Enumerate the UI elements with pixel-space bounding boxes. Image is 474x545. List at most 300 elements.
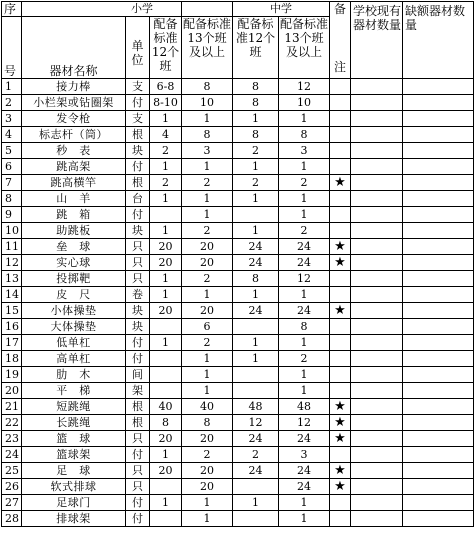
table-row [2, 223, 474, 239]
existing-count [351, 383, 403, 399]
shortage-count [403, 319, 474, 335]
table-row [2, 431, 474, 447]
shortage-count [403, 495, 474, 511]
remark-star [330, 511, 351, 527]
row-number: 8 [2, 191, 22, 207]
middle-std-13: 1 [279, 383, 330, 399]
equipment-name: 实心球 [22, 255, 126, 271]
remark-star [330, 191, 351, 207]
unit: 付 [126, 335, 150, 351]
unit: 支 [126, 111, 150, 127]
row-number: 20 [2, 383, 22, 399]
unit: 块 [126, 143, 150, 159]
header-remark [330, 2, 351, 79]
existing-count [351, 495, 403, 511]
primary-std-13: 2 [182, 223, 233, 239]
shortage-count [403, 383, 474, 399]
unit: 付 [126, 495, 150, 511]
existing-count [351, 447, 403, 463]
equipment-name: 跳 箱 [22, 207, 126, 223]
row-number: 4 [2, 127, 22, 143]
remark-star: ★ [330, 303, 351, 319]
shortage-count [403, 431, 474, 447]
middle-std-13: 12 [279, 79, 330, 95]
middle-std-12 [233, 319, 279, 335]
header-middle: 中学 [233, 2, 330, 17]
primary-std-13: 40 [182, 399, 233, 415]
remark-star: ★ [330, 431, 351, 447]
row-number: 17 [2, 335, 22, 351]
row-number: 6 [2, 159, 22, 175]
row-number: 26 [2, 479, 22, 495]
equipment-name: 发令枪 [22, 111, 126, 127]
primary-std-12: 2 [150, 175, 182, 191]
shortage-count [403, 335, 474, 351]
equipment-name: 跳高横竿 [22, 175, 126, 191]
table-row [2, 463, 474, 479]
primary-std-12: 20 [150, 239, 182, 255]
middle-std-13: 3 [279, 143, 330, 159]
primary-std-13: 2 [182, 447, 233, 463]
row-number: 18 [2, 351, 22, 367]
middle-std-12: 48 [233, 399, 279, 415]
table-row [2, 335, 474, 351]
middle-std-13: 12 [279, 415, 330, 431]
shortage-count [403, 399, 474, 415]
shortage-count [403, 367, 474, 383]
middle-std-12: 1 [233, 495, 279, 511]
table-row [2, 511, 474, 527]
primary-std-13: 8 [182, 127, 233, 143]
shortage-count [403, 79, 474, 95]
shortage-count [403, 447, 474, 463]
remark-star: ★ [330, 239, 351, 255]
primary-std-12: 8 [150, 415, 182, 431]
primary-std-13: 6 [182, 319, 233, 335]
unit: 间 [126, 367, 150, 383]
primary-std-12: 40 [150, 399, 182, 415]
primary-std-12: 1 [150, 335, 182, 351]
middle-std-12: 1 [233, 111, 279, 127]
remark-star [330, 271, 351, 287]
shortage-count [403, 191, 474, 207]
middle-std-12: 1 [233, 223, 279, 239]
equipment-name: 山 羊 [22, 191, 126, 207]
row-number: 21 [2, 399, 22, 415]
existing-count [351, 271, 403, 287]
primary-std-13: 20 [182, 303, 233, 319]
primary-std-13: 1 [182, 159, 233, 175]
shortage-count [403, 95, 474, 111]
middle-std-12: 1 [233, 287, 279, 303]
existing-count [351, 351, 403, 367]
unit: 根 [126, 175, 150, 191]
header-name: 器材名称 [22, 17, 126, 79]
table-row [2, 383, 474, 399]
middle-std-12: 8 [233, 271, 279, 287]
existing-count [351, 175, 403, 191]
remark-star [330, 319, 351, 335]
header-primary-std-12: 配备标准12个班 [150, 17, 182, 79]
shortage-count [403, 159, 474, 175]
row-number: 5 [2, 143, 22, 159]
table-row [2, 111, 474, 127]
remark-star: ★ [330, 479, 351, 495]
primary-std-12: 1 [150, 191, 182, 207]
existing-count [351, 479, 403, 495]
shortage-count [403, 175, 474, 191]
primary-std-13: 1 [182, 111, 233, 127]
primary-std-12 [150, 367, 182, 383]
unit: 只 [126, 431, 150, 447]
equipment-name: 大体操垫 [22, 319, 126, 335]
middle-std-13: 24 [279, 303, 330, 319]
middle-std-12: 1 [233, 191, 279, 207]
primary-std-12: 1 [150, 287, 182, 303]
row-number: 19 [2, 367, 22, 383]
remark-star: ★ [330, 415, 351, 431]
header-primary-std-13: 配备标准13个班及以上 [182, 17, 233, 79]
primary-std-13: 3 [182, 143, 233, 159]
existing-count [351, 399, 403, 415]
existing-count [351, 511, 403, 527]
middle-std-12: 24 [233, 463, 279, 479]
remark-star: ★ [330, 463, 351, 479]
primary-std-12: 20 [150, 303, 182, 319]
equipment-name: 秒 表 [22, 143, 126, 159]
existing-count [351, 367, 403, 383]
row-number: 11 [2, 239, 22, 255]
table-row [2, 415, 474, 431]
remark-star [330, 383, 351, 399]
equipment-name: 高单杠 [22, 351, 126, 367]
middle-std-13: 8 [279, 127, 330, 143]
middle-std-12 [233, 479, 279, 495]
middle-std-13: 8 [279, 319, 330, 335]
header-shortage: 缺额器材数量 [403, 2, 474, 79]
table-row [2, 95, 474, 111]
existing-count [351, 79, 403, 95]
row-number: 27 [2, 495, 22, 511]
table-row [2, 479, 474, 495]
remark-star: ★ [330, 399, 351, 415]
equipment-name: 排球架 [22, 511, 126, 527]
header-middle-std-12: 配备标准12个班 [233, 17, 279, 79]
row-number: 16 [2, 319, 22, 335]
remark-star [330, 335, 351, 351]
middle-std-13: 3 [279, 447, 330, 463]
header-remark-bottom: 注 [333, 60, 346, 74]
unit: 支 [126, 79, 150, 95]
equipment-name: 肋 木 [22, 367, 126, 383]
unit: 块 [126, 319, 150, 335]
unit: 付 [126, 95, 150, 111]
equipment-name: 垒 球 [22, 239, 126, 255]
primary-std-12: 8-10 [150, 95, 182, 111]
primary-std-13: 20 [182, 239, 233, 255]
existing-count [351, 303, 403, 319]
unit: 付 [126, 159, 150, 175]
primary-std-12: 2 [150, 143, 182, 159]
middle-std-13: 1 [279, 287, 330, 303]
table-row [2, 159, 474, 175]
row-number: 24 [2, 447, 22, 463]
middle-std-13: 1 [279, 111, 330, 127]
unit: 只 [126, 239, 150, 255]
middle-std-13: 10 [279, 95, 330, 111]
primary-std-13: 20 [182, 463, 233, 479]
shortage-count [403, 111, 474, 127]
primary-std-13: 1 [182, 191, 233, 207]
row-number: 3 [2, 111, 22, 127]
primary-std-13: 2 [182, 271, 233, 287]
existing-count [351, 95, 403, 111]
row-number: 2 [2, 95, 22, 111]
shortage-count [403, 271, 474, 287]
unit: 付 [126, 447, 150, 463]
existing-count [351, 239, 403, 255]
primary-std-13: 1 [182, 383, 233, 399]
remark-star [330, 143, 351, 159]
existing-count [351, 191, 403, 207]
primary-std-12: 1 [150, 111, 182, 127]
equipment-name: 接力棒 [22, 79, 126, 95]
middle-std-13: 24 [279, 239, 330, 255]
table-row [2, 239, 474, 255]
header-primary: 小学 [22, 2, 182, 17]
existing-count [351, 431, 403, 447]
middle-std-12: 12 [233, 415, 279, 431]
primary-std-13: 1 [182, 495, 233, 511]
table-row [2, 319, 474, 335]
primary-std-12: 20 [150, 463, 182, 479]
shortage-count [403, 463, 474, 479]
header-seq-top: 序 [2, 2, 22, 17]
unit: 只 [126, 255, 150, 271]
table-row [2, 143, 474, 159]
existing-count [351, 255, 403, 271]
middle-std-12: 24 [233, 431, 279, 447]
table-row [2, 367, 474, 383]
middle-std-12: 2 [233, 447, 279, 463]
existing-count [351, 127, 403, 143]
middle-std-12 [233, 207, 279, 223]
table-row [2, 127, 474, 143]
middle-std-13: 24 [279, 463, 330, 479]
row-number: 28 [2, 511, 22, 527]
remark-star [330, 207, 351, 223]
primary-std-12: 1 [150, 271, 182, 287]
middle-std-12: 24 [233, 239, 279, 255]
middle-std-12 [233, 367, 279, 383]
remark-star: ★ [330, 175, 351, 191]
shortage-count [403, 255, 474, 271]
middle-std-13: 48 [279, 399, 330, 415]
unit: 根 [126, 127, 150, 143]
table-row [2, 447, 474, 463]
primary-std-12: 1 [150, 447, 182, 463]
equipment-name: 皮 尺 [22, 287, 126, 303]
middle-std-13: 24 [279, 431, 330, 447]
middle-std-13: 1 [279, 207, 330, 223]
shortage-count [403, 239, 474, 255]
primary-std-12: 1 [150, 495, 182, 511]
remark-star [330, 159, 351, 175]
primary-std-13: 1 [182, 367, 233, 383]
header-seq-bottom: 号 [2, 17, 22, 79]
unit: 块 [126, 223, 150, 239]
remark-star [330, 223, 351, 239]
middle-std-13: 12 [279, 271, 330, 287]
existing-count [351, 463, 403, 479]
shortage-count [403, 415, 474, 431]
unit: 付 [126, 351, 150, 367]
primary-std-12: 1 [150, 223, 182, 239]
middle-std-13: 24 [279, 255, 330, 271]
middle-std-13: 2 [279, 223, 330, 239]
primary-std-13: 1 [182, 287, 233, 303]
existing-count [351, 207, 403, 223]
primary-std-12 [150, 207, 182, 223]
equipment-name: 足球门 [22, 495, 126, 511]
primary-std-13: 8 [182, 415, 233, 431]
shortage-count [403, 479, 474, 495]
shortage-count [403, 511, 474, 527]
primary-std-12 [150, 479, 182, 495]
primary-std-13: 20 [182, 431, 233, 447]
row-number: 25 [2, 463, 22, 479]
middle-std-13: 2 [279, 175, 330, 191]
equipment-name: 小体操垫 [22, 303, 126, 319]
remark-star [330, 111, 351, 127]
primary-std-12 [150, 351, 182, 367]
middle-std-13: 24 [279, 479, 330, 495]
primary-std-12: 20 [150, 431, 182, 447]
existing-count [351, 143, 403, 159]
equipment-name: 篮 球 [22, 431, 126, 447]
existing-count [351, 111, 403, 127]
table-row [2, 255, 474, 271]
existing-count [351, 415, 403, 431]
remark-star: ★ [330, 255, 351, 271]
table-row [2, 207, 474, 223]
unit: 付 [126, 207, 150, 223]
equipment-name: 助跳板 [22, 223, 126, 239]
middle-std-12: 2 [233, 175, 279, 191]
primary-std-12 [150, 511, 182, 527]
equipment-name: 小栏架或钻圈架 [22, 95, 126, 111]
existing-count [351, 223, 403, 239]
primary-std-12 [150, 319, 182, 335]
middle-std-12: 1 [233, 159, 279, 175]
remark-star [330, 287, 351, 303]
shortage-count [403, 351, 474, 367]
row-number: 14 [2, 287, 22, 303]
table-row [2, 271, 474, 287]
existing-count [351, 287, 403, 303]
row-number: 12 [2, 255, 22, 271]
row-number: 1 [2, 79, 22, 95]
shortage-count [403, 127, 474, 143]
shortage-count [403, 207, 474, 223]
table-row [2, 495, 474, 511]
equipment-name: 标志杆（筒） [22, 127, 126, 143]
row-number: 9 [2, 207, 22, 223]
remark-star [330, 79, 351, 95]
shortage-count [403, 223, 474, 239]
primary-std-13: 8 [182, 79, 233, 95]
existing-count [351, 335, 403, 351]
middle-std-12: 24 [233, 303, 279, 319]
remark-star [330, 495, 351, 511]
row-number: 22 [2, 415, 22, 431]
row-number: 13 [2, 271, 22, 287]
table-row [2, 399, 474, 415]
primary-std-12: 6-8 [150, 79, 182, 95]
unit: 付 [126, 511, 150, 527]
unit: 卷 [126, 287, 150, 303]
primary-std-13: 20 [182, 255, 233, 271]
primary-std-12: 20 [150, 255, 182, 271]
existing-count [351, 319, 403, 335]
middle-std-13: 1 [279, 335, 330, 351]
unit: 根 [126, 399, 150, 415]
remark-star [330, 367, 351, 383]
unit: 根 [126, 415, 150, 431]
middle-std-12: 1 [233, 351, 279, 367]
primary-std-13: 10 [182, 95, 233, 111]
table-row [2, 79, 474, 95]
primary-std-13: 1 [182, 351, 233, 367]
middle-std-13: 1 [279, 495, 330, 511]
middle-std-12: 24 [233, 255, 279, 271]
equipment-name: 低单杠 [22, 335, 126, 351]
equipment-name: 篮球架 [22, 447, 126, 463]
middle-std-12: 8 [233, 127, 279, 143]
header-remark-top: 备 [333, 2, 346, 16]
middle-std-13: 2 [279, 351, 330, 367]
middle-std-12: 8 [233, 79, 279, 95]
equipment-name: 投掷靶 [22, 271, 126, 287]
row-number: 15 [2, 303, 22, 319]
middle-std-12 [233, 383, 279, 399]
shortage-count [403, 303, 474, 319]
unit: 只 [126, 463, 150, 479]
unit: 只 [126, 271, 150, 287]
header-existing: 学校现有器材数量 [351, 2, 403, 79]
table-row [2, 191, 474, 207]
equipment-table [1, 1, 474, 527]
middle-std-12: 8 [233, 95, 279, 111]
remark-star [330, 351, 351, 367]
equipment-name: 跳高架 [22, 159, 126, 175]
existing-count [351, 159, 403, 175]
row-number: 23 [2, 431, 22, 447]
unit: 只 [126, 479, 150, 495]
unit: 架 [126, 383, 150, 399]
unit: 台 [126, 191, 150, 207]
unit: 块 [126, 303, 150, 319]
primary-std-13: 20 [182, 479, 233, 495]
middle-std-13: 1 [279, 511, 330, 527]
middle-std-13: 1 [279, 159, 330, 175]
primary-std-12: 1 [150, 159, 182, 175]
primary-std-13: 1 [182, 207, 233, 223]
header-unit: 单位 [126, 17, 150, 79]
table-row [2, 303, 474, 319]
middle-std-12: 2 [233, 143, 279, 159]
middle-std-12: 1 [233, 335, 279, 351]
